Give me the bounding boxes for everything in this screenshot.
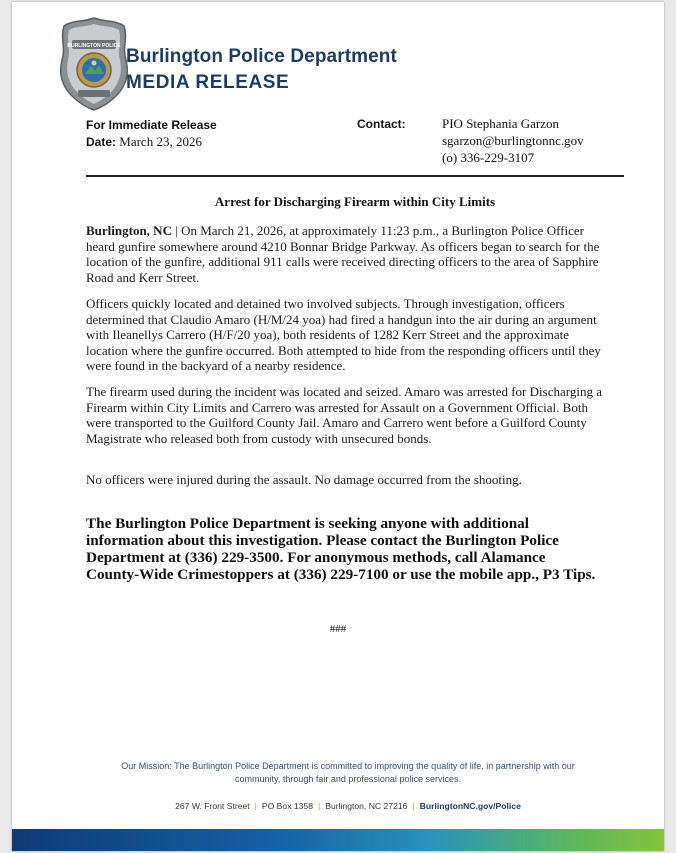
release-date: March 23, 2026 — [119, 134, 202, 149]
badge-lettering: BURLINGTON POLICE — [67, 43, 121, 49]
footer-color-band — [12, 829, 664, 851]
release-headline: Arrest for Discharging Firearm within City Limits — [214, 194, 496, 209]
city-state-zip: Burlington, NC 27216 — [325, 801, 408, 811]
department-name: Burlington Police Department — [126, 46, 397, 67]
release-meta — [86, 117, 217, 151]
dateline: Burlington, NC — [86, 223, 172, 238]
separator: | — [412, 801, 415, 811]
contact-name: PIO Stephania Garzon — [442, 116, 559, 131]
website-link[interactable]: BurlingtonNC.gov/Police — [419, 801, 521, 811]
body-paragraph-1 — [86, 223, 614, 285]
end-mark: ### — [329, 623, 347, 635]
po-box: PO Box 1358 — [261, 801, 313, 811]
immediate-release-label: For Immediate Release — [86, 118, 217, 132]
mission-statement: Our Mission: The Burlington Police Department is committed to improving the quality of life, in partnership with our community, through fair and professional police services. — [121, 761, 575, 784]
body-paragraph-2: Officers quickly located and detained two involved subjects. Through investigation, officers determined that Claudio Amaro (H/M/24 yoa) had fired a handgun into the air during an argument with Ileanellys Carrero (H/F/20 yoa), both residents of 1282 Kerr Street and the approximate location where the gunfire occurred. Both attempted to hide from the responding officers until they were found in the backyard of a nearby residence. — [86, 296, 601, 373]
body-paragraph-3: The firearm used during the incident was located and seized. Amaro was arrested for Discharging a Firearm within City Limits and Carrero was arrested for Assault on a Government Official. Both were transported to the Guilford County Jail. Amaro and Carrero went before a Guilford County Magistrate who released both from custody with unsecured bonds. — [86, 384, 602, 446]
contact-phone: (o) 336-229-3107 — [442, 150, 535, 165]
separator: | — [318, 801, 321, 811]
separator: | — [254, 801, 257, 811]
contact-info — [442, 115, 584, 166]
public-appeal: The Burlington Police Department is seeking anyone with additional information about this investigation. Please contact the Burlington Police Department at (336) 229-3500. For anonymous methods, call Alamance County-Wide Crimestoppers at (336) 229-7100 or use the mobile app., P3 Tips. — [86, 515, 596, 583]
street-address: 267 W. Front Street — [175, 801, 250, 811]
media-release-label: MEDIA RELEASE — [126, 72, 290, 93]
footer-address — [108, 801, 588, 811]
header-divider — [86, 175, 624, 177]
media-release-page — [12, 2, 664, 851]
contact-label: Contact: — [357, 117, 406, 131]
date-label: Date: — [86, 135, 117, 149]
body-paragraph-4: No officers were injured during the assault. No damage occurred from the shooting. — [86, 472, 522, 487]
paragraph-1-text: | On March 21, 2026, at approximately 11:23 p.m., a Burlington Police Officer heard gunfire somewhere around 4210 Bonnar Bridge Parkway. As officers began to search for the location of the gunfire, additional 911 calls were received directing officers to the area of Sapphire Road and Kerr Street. — [86, 223, 600, 285]
contact-email[interactable]: sgarzon@burlingtonnc.gov — [442, 133, 584, 148]
police-badge-icon — [58, 16, 130, 112]
